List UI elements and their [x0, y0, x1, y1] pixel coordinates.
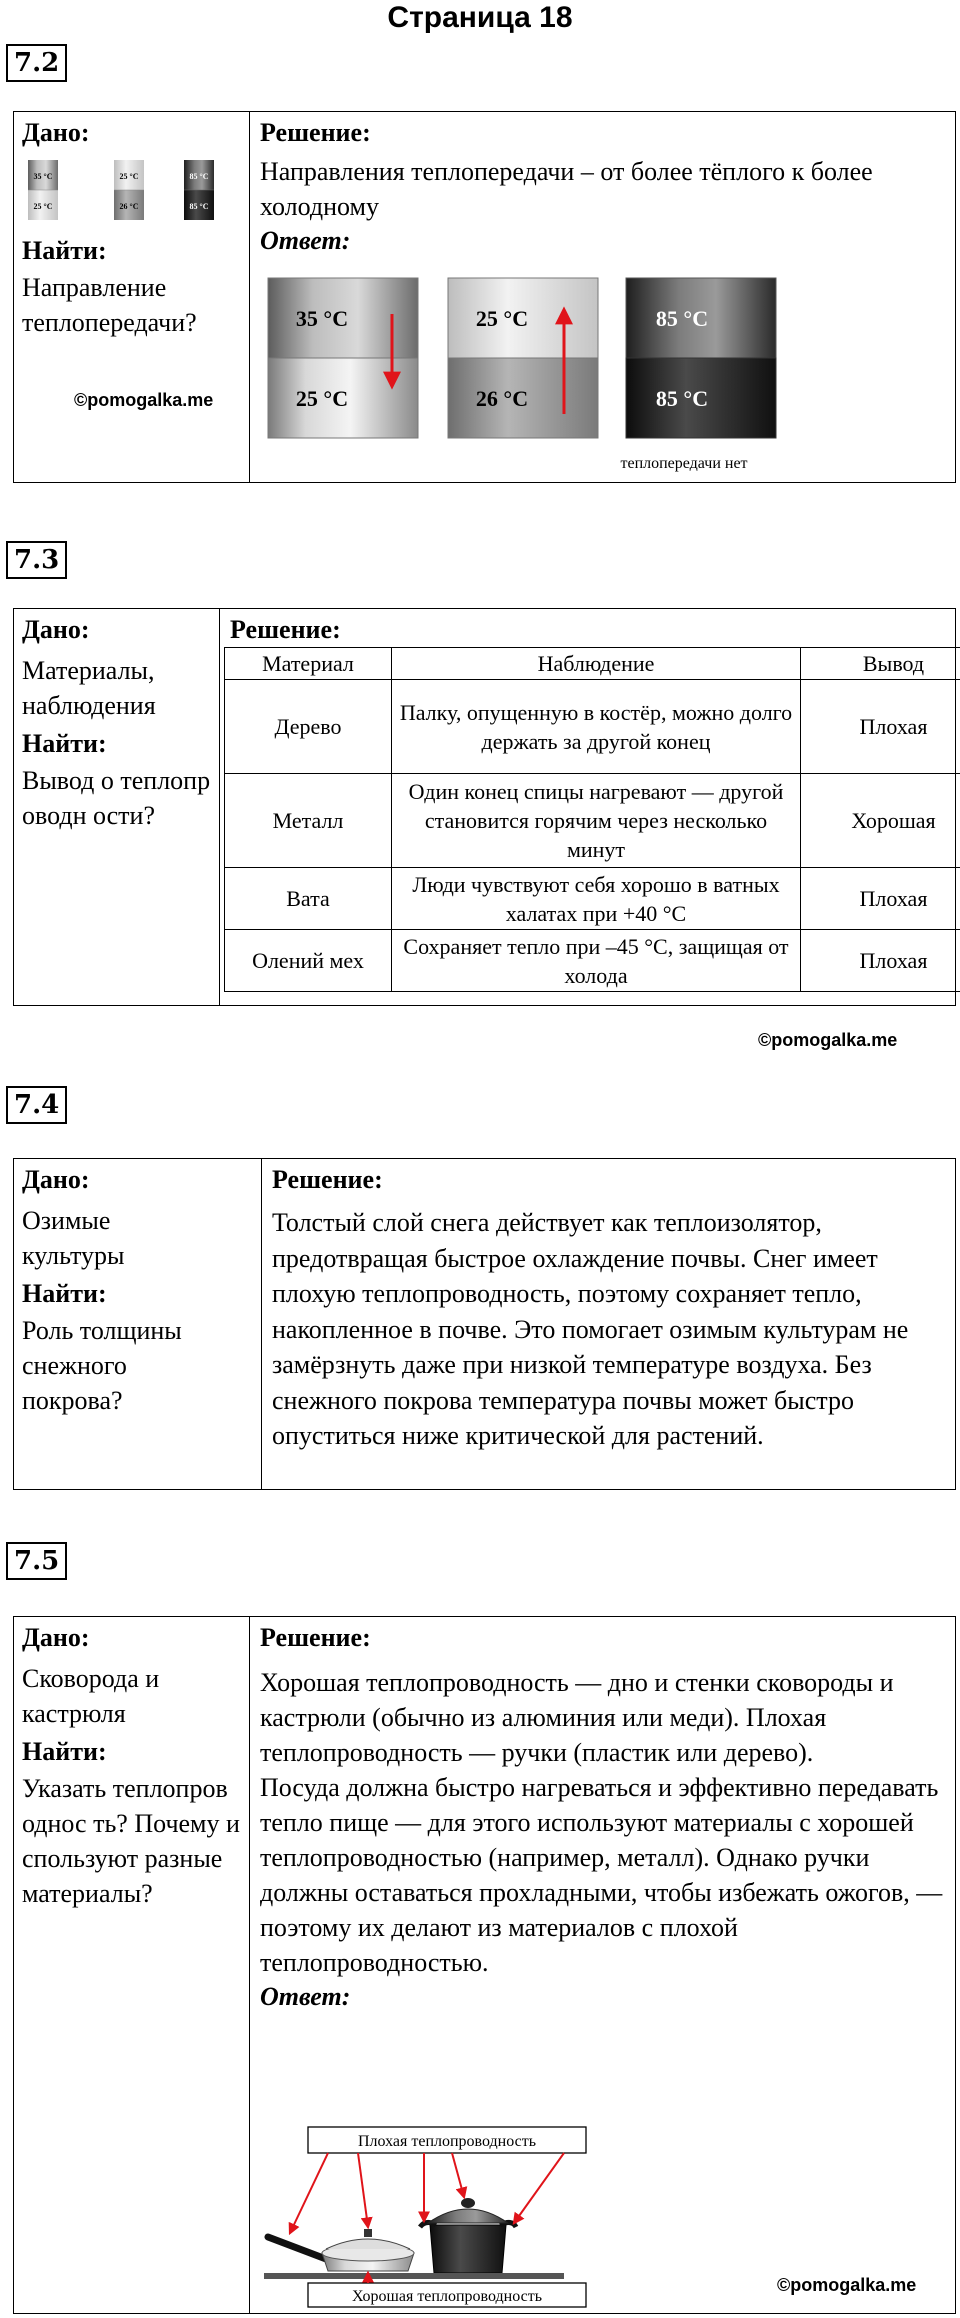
small-temp-label: 26 °C — [119, 202, 139, 211]
small-temp-label: 25 °C — [119, 172, 139, 181]
given-text: Материалы, наблюдения — [22, 656, 156, 720]
watermark: ©pomogalka.me — [777, 2275, 917, 2295]
solution-text: Направления теплопередачи – от более тёплого к более холодному — [260, 157, 873, 221]
given-label: Дано: — [22, 118, 90, 147]
task-7-5-box — [13, 1616, 956, 2314]
solution-label: Решение: — [272, 1165, 383, 1194]
temp-label: 25 °C — [295, 386, 349, 411]
temp-label: 85 °C — [655, 386, 709, 411]
find-text: Направление теплопередачи? — [22, 273, 197, 337]
header-cell: Вывод — [801, 648, 960, 680]
table-cell: Дерево — [225, 680, 392, 774]
table-cell: Сохраняет тепло при –45 °С, защищая от холода — [392, 930, 801, 992]
answer-label: Ответ: — [260, 226, 351, 255]
given-column — [14, 112, 250, 482]
no-transfer-caption: теплопередачи нет — [620, 455, 748, 472]
small-temp-label: 85 °C — [189, 202, 209, 211]
solution-column — [220, 609, 955, 1005]
task-7-4-box — [13, 1158, 956, 1490]
temp-label: 85 °C — [655, 306, 709, 331]
small-cylinder-3 — [184, 160, 214, 220]
cylinder-pair-2 — [448, 278, 598, 438]
header-cell: Наблюдение — [392, 648, 801, 680]
find-text: Роль толщины снежного покрова? — [22, 1316, 182, 1415]
task-number-7-5: 7.5 — [6, 1542, 67, 1580]
table-cell: Палку, опущенную в костёр, можно долго держать за другой конец — [392, 680, 801, 774]
table-cell: Люди чувствуют себя хорошо в ватных халатах при +40 °С — [392, 868, 801, 930]
small-temp-label: 85 °C — [189, 172, 209, 181]
solution-column — [262, 1159, 955, 1489]
observation-table — [224, 647, 960, 992]
table-row — [225, 774, 960, 868]
table-cell: Металл — [225, 774, 392, 868]
table-row — [225, 930, 960, 992]
answer-label: Ответ: — [260, 1982, 351, 2011]
given-label: Дано: — [22, 1165, 90, 1194]
table-cell: Плохая — [801, 930, 960, 992]
cylinder-pair-3 — [626, 278, 776, 438]
task-number-7-3: 7.3 — [6, 541, 67, 579]
page-title: Страница 18 — [387, 1, 573, 34]
solution-label: Решение: — [260, 1623, 371, 1652]
table-cell: Плохая — [801, 868, 960, 930]
table-cell: Хорошая — [801, 774, 960, 868]
solution-label: Решение: — [230, 615, 341, 644]
given-column — [14, 1159, 262, 1489]
bad-conductivity-label: Плохая теплопроводность — [357, 2133, 537, 2150]
stove — [264, 2273, 564, 2279]
header-cell: Материал — [225, 648, 392, 680]
good-conductivity-label: Хорошая теплопроводность — [351, 2288, 543, 2305]
solution-text-part-2: Посуда должна быстро нагреваться и эффективно передавать тепло пище — для этого используют материалы с хорошей теплопроводностью (например, металл). Однако ручки должны оставаться прохладными, чтобы избежать ожогов, — поэтому их делают из материалов с плохой теплопроводностью. — [260, 1773, 943, 1977]
table-row — [225, 680, 960, 774]
table-cell: Вата — [225, 868, 392, 930]
task-number-7-2: 7.2 — [6, 44, 67, 82]
table-header-row — [225, 648, 960, 680]
given-label: Дано: — [22, 1623, 90, 1652]
small-cylinder-1 — [28, 160, 58, 220]
given-text: Сковорода и кастрюля — [22, 1664, 160, 1728]
watermark: ©pomogalka.me — [74, 390, 214, 410]
solution-column — [250, 1617, 955, 2313]
given-cylinders-image — [22, 154, 240, 230]
solution-text: Толстый слой снега действует как теплоизолятор, предотвращая быстрое охлаждение почвы. Снег имеет плохую теплопроводность, поэтому сохраняет тепло, накопленное в почве. Это помогает озимым культурам не замёрзнуть даже при низкой температуре воздуха. Без снежного покрова температура почвы может быстро опуститься ниже критической для растений. — [272, 1208, 909, 1450]
given-label: Дано: — [22, 615, 90, 644]
small-temp-label: 35 °C — [33, 172, 53, 181]
find-label: Найти: — [22, 729, 107, 758]
temp-label: 25 °C — [475, 306, 529, 331]
find-text: Указать теплопроводнос ть? Почему используют разные материалы? — [22, 1774, 240, 1908]
pot — [420, 2198, 516, 2273]
task-7-2-box — [13, 111, 956, 483]
solution-label: Решение: — [260, 118, 371, 147]
given-column — [14, 1617, 250, 2313]
frying-pan — [268, 2229, 414, 2271]
task-number-7-4: 7.4 — [6, 1086, 67, 1124]
small-temp-label: 25 °C — [33, 202, 53, 211]
solution-column — [250, 112, 955, 482]
find-label: Найти: — [22, 1279, 107, 1308]
task-7-3-box — [13, 608, 956, 1006]
watermark: ©pomogalka.me — [758, 1030, 898, 1050]
temp-label: 26 °C — [475, 386, 529, 411]
small-cylinder-2 — [114, 160, 144, 220]
find-text: Вывод о теплопроводн ости? — [22, 766, 211, 830]
find-label: Найти: — [22, 236, 107, 265]
given-column — [14, 609, 220, 1005]
find-label: Найти: — [22, 1737, 107, 1766]
table-row — [225, 868, 960, 930]
cookware-image — [264, 2123, 664, 2309]
table-cell: Один конец спицы нагревают — другой становится горячим через несколько минут — [392, 774, 801, 868]
answer-cylinders-image — [262, 274, 862, 482]
given-text: Озимые культуры — [22, 1206, 125, 1270]
table-cell: Плохая — [801, 680, 960, 774]
temp-label: 35 °C — [295, 306, 349, 331]
cylinder-pair-1 — [268, 278, 418, 438]
table-cell: Олений мех — [225, 930, 392, 992]
solution-text-part-1: Хорошая теплопроводность — дно и стенки сковороды и кастрюли (обычно из алюминия или меди). Плохая теплопроводность — ручки (пластик или дерево). — [260, 1668, 894, 1767]
